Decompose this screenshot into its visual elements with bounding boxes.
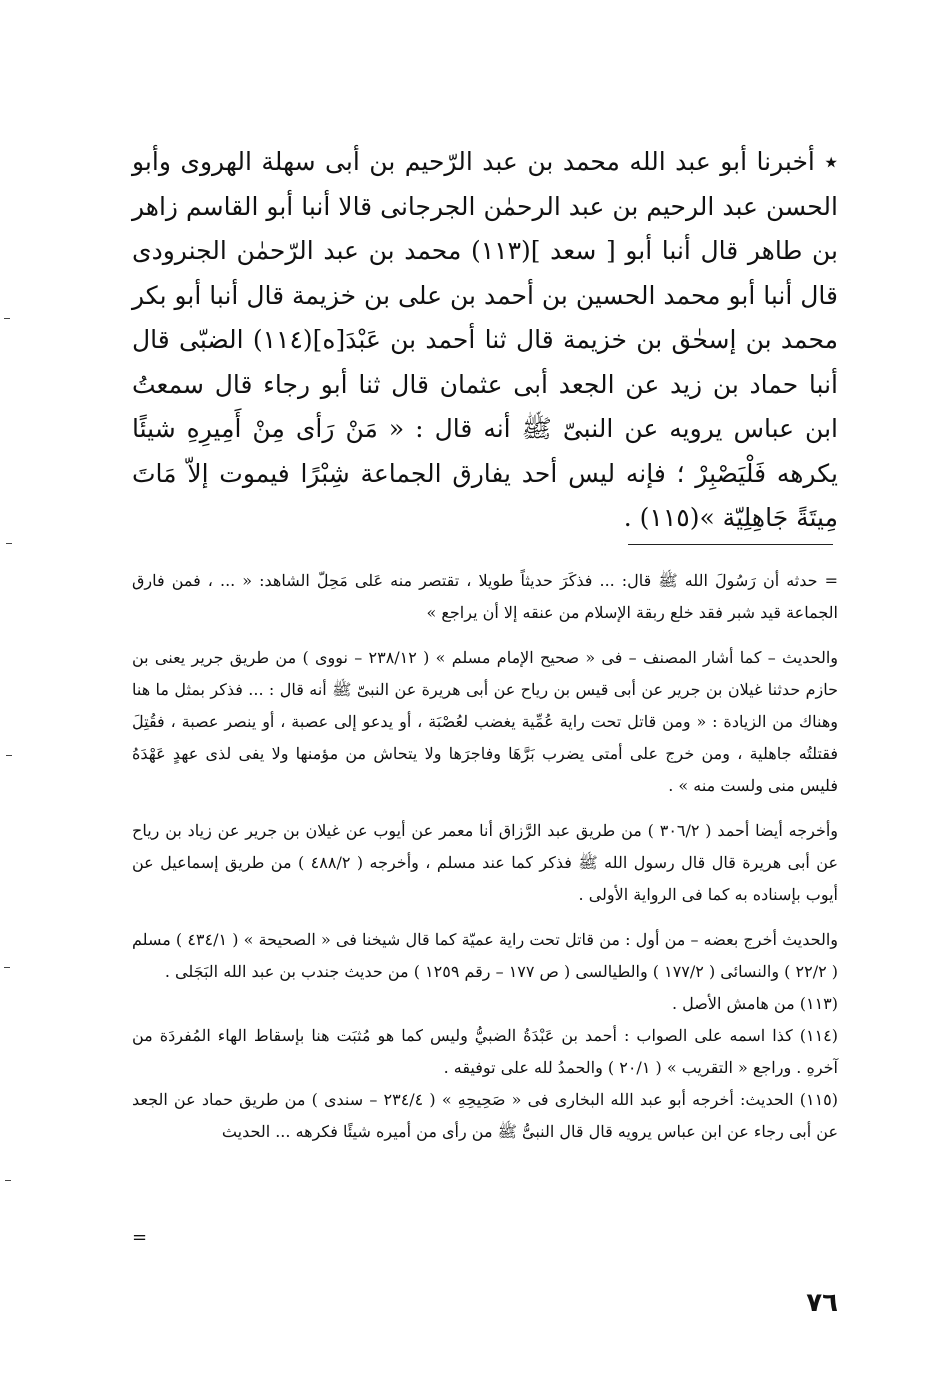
footnote-paragraph-2: وأخرجه أيضا أحمد ( ٣٠٦/٢ ) من طريق عبد الرَّزاق أنا معمر عن أيوب عن غيلان بن جرير عن زياد بن رياح عن أبى هريرة قال قال رسول الله ﷺ فذكر كما عند مسلم ، وأخرجه ( ٤٨٨/٢ ) من طريق إسماعيل عن أيوب بإسناده به كما فى الرواية الأولى . — [132, 821, 839, 904]
scan-margin-mark — [5, 1180, 11, 1181]
hadith-paragraph: ٭ أخبرنا أبو عبد الله محمد بن عبد الرّحيم بن أبى سهلة الهروى وأبو الحسن عبد الرحيم بن عبد الرحمٰن الجرجانى قالا أنبا أبو القاسم زاهر بن طاهر قال أنبا أبو [ سعد ](١١٣) محمد بن عبد الرّحمٰن الجنرودى قال أنبا أبو محمد الحسين بن أحمد بن على بن خزيمة قال أنبا أبو بكر محمد بن إسحٰق بن خزيمة قال ثنا أحمد بن عَبْدَ[ه](١١٤) الضبّى قال أنبا حماد بن زيد عن الجعد أبى عثمان قال ثنا أبو رجاء قال سمعتُ ابن عباس يرويه عن النبىّ ﷺ أنه قال : « مَنْ رَأى مِنْ أَمِيرِهِ شيئًا يكرهه فَلْيَصْبِرْ ؛ فإنه ليس أحد يفارق الجماعة شِبْرًا فيموت إلاّ مَاتَ مِيتَةً جَاهِلِيّة »(١١٥) . — [132, 147, 838, 532]
footnote-115: (١١٥) الحديث: أخرجه أبو عبد الله البخارى فى « صَحِيحِهِ » ( ٢٣٤/٤ – سندى ) من طريق حماد عن الجعد عن أبى رجاء عن ابن عباس يرويه قال قال النبىُّ ﷺ من رأى من أميره شيئًا فكرهه ... الحديث — [132, 1090, 838, 1141]
footnotes-block — [132, 565, 838, 1148]
footnote-divider — [628, 544, 833, 545]
footnote-114: (١١٤) كذا اسمه على الصواب : أحمد بن عَبْدَةُ الضبيُّ وليس كما هو مُثبَت هنا بإسقاط الهاء المُفردَة من آخرهِ . وراجع « التقريب » ( ٢٠/١ ) والحمدُ لله على توفيقه . — [132, 1026, 838, 1077]
scan-margin-mark — [6, 543, 12, 544]
footnote-113: (١١٣) من هامش الأصل . — [671, 994, 838, 1013]
footnote-continuation: = حدثه أن رَسُولَ الله ﷺ قال: ... فذكَرَ حديثاً طويلا ، تقتصر منه عَلى مَحِلّ الشاهد: « ... ، فمن فارق الجماعة قيد شبر فقد خلع ربقة الإسلام من عنقه إلا أن يراجع » — [132, 571, 838, 622]
scan-margin-mark — [4, 318, 10, 319]
continuation-mark: = — [132, 1227, 148, 1248]
main-text-block — [132, 140, 838, 541]
footnote-paragraph-1: والحديث – كما أشار المصنف – فى « صحيح الإمام مسلم » ( ٢٣٨/١٢ – نووى ) من طريق جرير يعنى بن حازم حدثنا غيلان بن جرير عن أبى قيس بن رياح عن أبى هريرة عن النبىّ ﷺ أنه قال : ... فذكر بمثل ما هنا وهناك من الزيادة : « ومن قاتل تحت راية عُمِّية يغضب لعُصْبَة ، أو يدعو إلى عصبة ، أو ينصر عصبة ، فقُتِلَ فقتلتُه جاهلية ، ومن خرج على أمتى يضرب بَرَّهَا وفاجرَها ولا يتحاش من مؤمنها ولا يفى لذى عهدٍ عَهْدَهُ فليس منى ولست منه » . — [132, 648, 838, 795]
footnote-paragraph-3: والحديث أخرج بعضه – من أول : من قاتل تحت راية عميّة كما قال شيخنا فى « الصحيحة » ( ٤٣٤/١ ) مسلم ( ٢٢/٢ ) والنسائى ( ١٧٧/٢ ) والطيالسى ( ص ١٧٧ – رقم ١٢٥٩ ) من حديث جندب بن عبد الله البَجَلى . — [132, 930, 839, 981]
scan-margin-mark — [6, 755, 12, 756]
page-number: ٧٦ — [806, 1288, 838, 1318]
scan-margin-mark — [4, 967, 10, 968]
